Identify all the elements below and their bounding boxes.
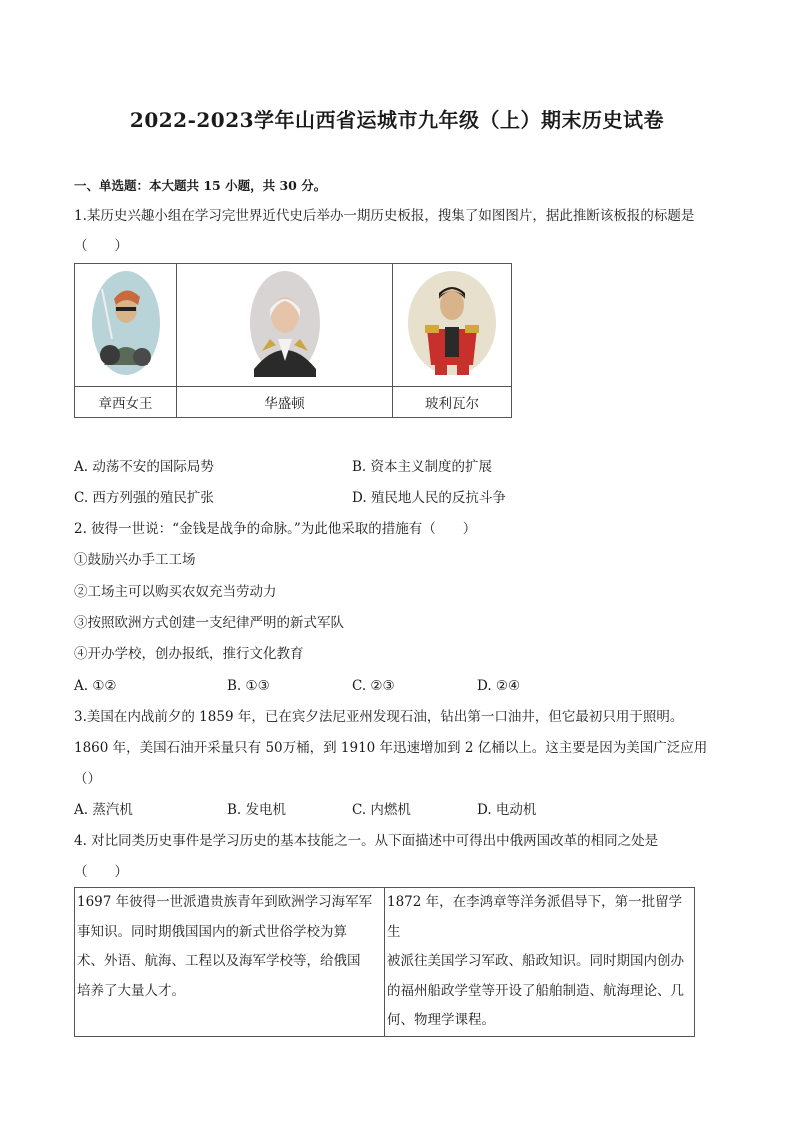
caption-washington: 华盛顿 (177, 387, 393, 418)
q4-stem-line1: 4. 对比同类历史事件是学习历史的基本技能之一。从下面描述中可得出中俄两国改革的相同之处是 (74, 833, 659, 849)
q3-option-d: D. 电动机 (477, 802, 537, 818)
rani-portrait-image (90, 269, 162, 377)
portrait-washington-cell (177, 264, 393, 387)
page-title: 2022-2023学年山西省运城市九年级（上）期末历史试卷 (129, 108, 665, 132)
bolivar-portrait-image (407, 269, 497, 377)
caption-bolivar: 玻利瓦尔 (393, 387, 512, 418)
q2-item-4: ④开办学校，创办报纸，推行文化教育 (74, 646, 304, 662)
q3-option-c: C. 内燃机 (352, 802, 411, 818)
q4-russia-cell (75, 888, 385, 1037)
washington-portrait-image (248, 269, 322, 377)
q4-china-line: 1872 年，在李鸿章等洋务派倡导下，第一批留学生 (387, 894, 683, 940)
q2-stem: 2. 彼得一世说：“金钱是战争的命脉。”为此他采取的措施有（ ） (74, 521, 477, 537)
q3-option-b: B. 发电机 (227, 802, 287, 818)
q4-comparison-table (74, 887, 695, 1037)
q2-item-1: ①鼓励兴办手工工场 (74, 552, 196, 568)
q1-option-d: D. 殖民地人民的反抗斗争 (352, 490, 506, 506)
q4-stem-line2: （ ） (74, 864, 128, 880)
q1-portrait-table (74, 263, 512, 418)
q1-stem-line2: （ ） (74, 238, 128, 254)
q1-option-b: B. 资本主义制度的扩展 (352, 459, 493, 475)
q2-item-3: ③按照欧洲方式创建一支纪律严明的新式军队 (74, 615, 344, 631)
q4-russia-line: 1697 年彼得一世派遣贵族青年到欧洲学习海军军 (77, 894, 373, 910)
q3-stem-line1: 3.美国在内战前夕的 1859 年，已在宾夕法尼亚州发现石油，钻出第一口油井，但它最初只用于照明。 (74, 709, 684, 725)
q1-stem-line1: 1.某历史兴趣小组在学习完世界近代史后举办一期历史板报，搜集了如图图片，据此推断该板报的标题是 (74, 208, 695, 224)
q2-option-a: A. ①② (74, 678, 117, 694)
q2-option-c: C. ②③ (352, 678, 395, 694)
portrait-rani-cell (75, 264, 177, 387)
q3-option-a: A. 蒸汽机 (74, 802, 133, 818)
q1-option-a: A. 动荡不安的国际局势 (74, 459, 214, 475)
q4-china-line: 的福州船政学堂等开设了船舶制造、航海理论、几 (387, 982, 684, 999)
q2-option-b: B. ①③ (227, 678, 270, 694)
q4-china-line: 何、物理学课程。 (387, 1012, 495, 1028)
q2-item-2: ②工场主可以购买农奴充当劳动力 (74, 584, 277, 600)
caption-rani: 章西女王 (75, 387, 177, 418)
portrait-bolivar-cell (393, 264, 512, 387)
q3-stem-line2: 1860 年，美国石油开采量只有 50万桶，到 1910 年迅速增加到 2 亿桶以上。这主要是因为美国广泛应用 (74, 740, 708, 756)
section-heading: 一、单选题：本大题共 15 小题，共 30 分。 (74, 178, 327, 193)
q1-option-c: C. 西方列强的殖民扩张 (74, 490, 214, 506)
q4-russia-line: 事知识。同时期俄国国内的新式世俗学校为算 (77, 923, 347, 940)
q4-china-cell (385, 888, 695, 1037)
q4-russia-line: 术、外语、航海、工程以及海军学校等，给俄国 (77, 953, 361, 969)
q3-stem-line3: （） (74, 771, 101, 787)
q4-russia-line: 培养了大量人才。 (77, 982, 185, 999)
q4-china-line: 被派往美国学习军政、船政知识。同时期国内创办 (387, 953, 684, 969)
q2-option-d: D. ②④ (477, 678, 521, 694)
